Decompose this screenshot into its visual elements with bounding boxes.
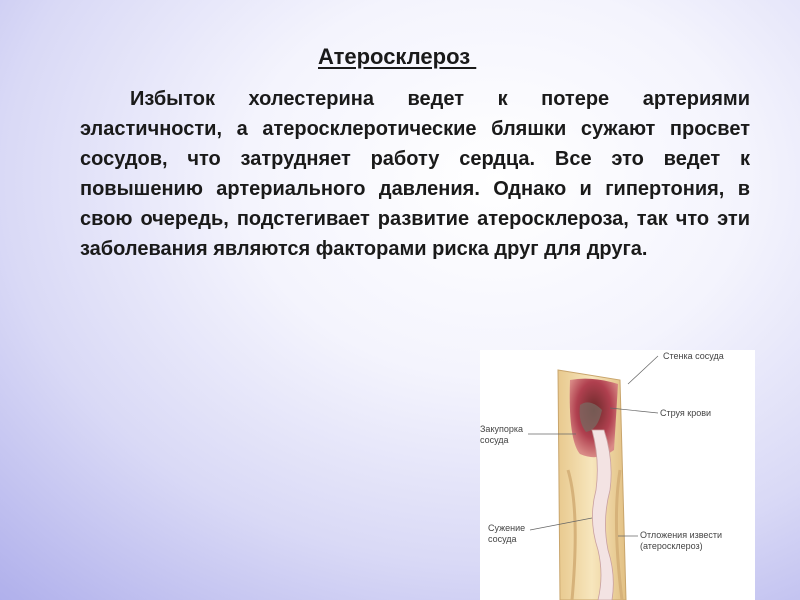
label-occlusion-line1: Закупорка <box>480 424 524 434</box>
label-deposits-line2: (атеросклероз) <box>640 541 703 551</box>
artery-drawing <box>480 350 755 600</box>
label-narrowing-line1: Сужение <box>488 523 526 533</box>
label-deposits <box>640 530 722 552</box>
label-occlusion-line2: сосуда <box>480 435 509 445</box>
label-narrowing <box>488 523 525 545</box>
label-blood-flow: Струя крови <box>660 408 712 418</box>
label-narrowing-line2: сосуда <box>488 534 517 544</box>
slide-title: Атеросклероз <box>318 44 477 69</box>
label-deposits-line1: Отложения извести <box>640 530 723 540</box>
label-occlusion <box>480 424 523 446</box>
label-vessel-wall: Стенка сосуда <box>663 351 724 361</box>
slide-body-text: Избыток холестерина ведет к потере артериями эластичности, а атеросклеротические бляшки сужают просвет сосудов, что затрудняет работу сердца. Все это ведет к повышению артериального давления. Однако и гипертония, в свою очередь, подстегивает развитие атеросклероза, так что эти заболевания являются факторами риска друг для друга. <box>80 88 750 260</box>
artery-illustration <box>480 350 755 600</box>
